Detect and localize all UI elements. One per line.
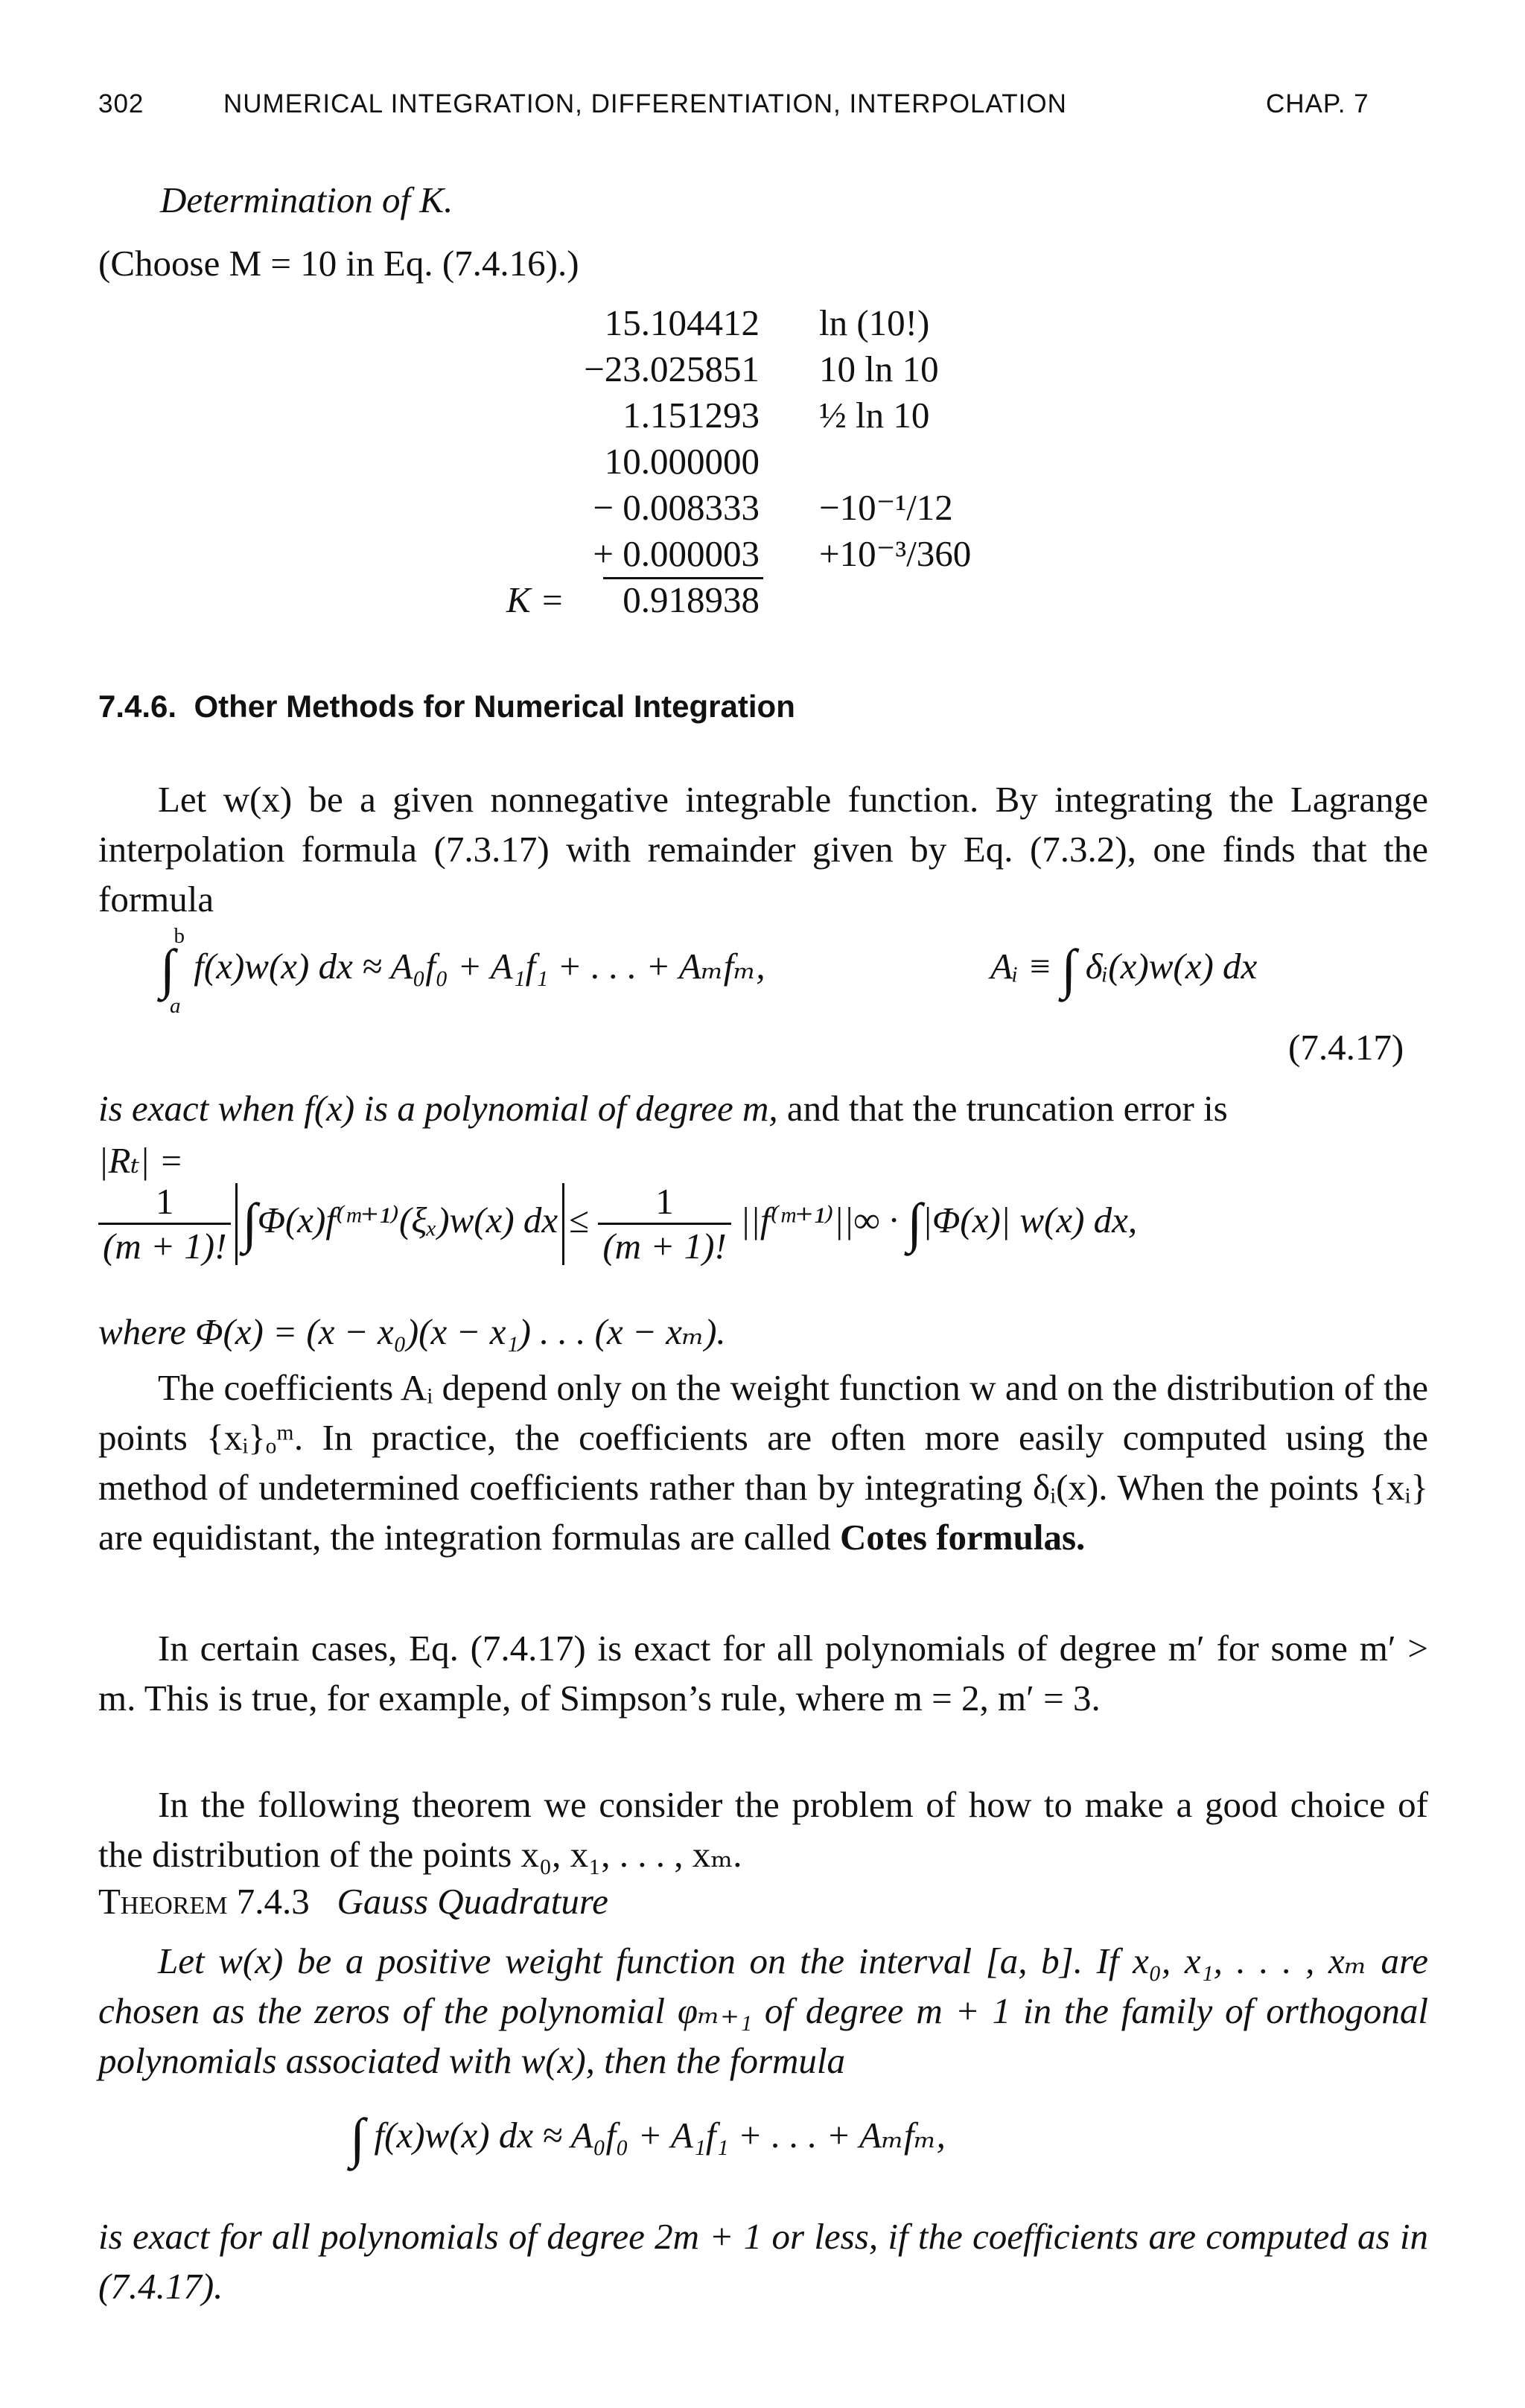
paragraph-intro: Let w(x) be a given nonnegative integrable function. By integrating the Lagrange interpolation formula (7.3.17) with remainder given by Eq. (7.3.2), one finds that the formula [98,779,1428,920]
theorem-label: Theorem 7.4.3 [98,1881,310,1922]
section-number: 7.4.6. [98,689,177,724]
cotes-formulas-term: Cotes formulas. [839,1517,1086,1558]
integral-sign: ∫ [350,2108,366,2169]
det-value-6: + 0.000003 [593,533,760,574]
determination-title: Determination of K. [160,179,453,220]
det-label-2: 10 ln 10 [819,348,939,389]
det-label-6: +10⁻³/360 [819,533,972,574]
error-inequality: $\frac{1}{(m + 1)!}$ ∫Φ(x)f⁽ᵐ⁺¹⁾(ξₓ)w(x) dx ≤ $\frac{1}{(m + 1)!}$ ||f⁽ᵐ⁺¹⁾||∞ · ∫|Φ(x)| w(x) dx, [98,1180,1137,1267]
paragraph-coefficients: The coefficients Aᵢ depend only on the weight function w and on the distribution of the points {xᵢ}ₒᵐ. In practice, the coefficients are often more easily computed using the method of undetermined coefficients rather than by integrating δᵢ(x). When the points {xᵢ} are equidistant, the integration formulas are called Cotes formulas. [98,1367,1428,1558]
choose-note: (Choose M = 10 in Eq. (7.4.16).) [98,243,579,284]
theorem-conclusion: is exact for all polynomials of degree 2m + 1 or less, if the coefficients are computed as in (7.4.17). [98,2216,1428,2307]
upper-limit: b [173,924,185,949]
running-title: NUMERICAL INTEGRATION, DIFFERENTIATION, INTERPOLATION [223,89,1067,118]
integral-sign: ∫ [242,1193,258,1254]
det-label-3: ½ ln 10 [819,395,930,436]
paragraph-simpson: In certain cases, Eq. (7.4.17) is exact for all polynomials of degree m′ for some m′ > m. This is true, for example, of Simpson’s rule, where m = 2, m′ = 3. [98,1628,1428,1719]
lower-limit: a [170,994,181,1018]
det-value-4: 10.000000 [604,441,760,482]
error-fraction: $\frac{1}{(m + 1)!}$ [98,1180,231,1267]
page-number: 302 [98,89,144,118]
exact-sentence: is exact when f(x) is a polynomial of degree m, and that the truncation error is [98,1088,1228,1129]
integral-sign: ∫ [1061,939,1077,1000]
det-label-5: −10⁻¹/12 [819,487,953,528]
truncation-error-label: |Rₜ| = [98,1140,184,1181]
error-fraction-2: $\frac{1}{(m + 1)!}$ [598,1180,730,1267]
eq1-rhs: Aᵢ ≡ ∫ δᵢ(x)w(x) dx [990,939,1258,1000]
determination-table [477,302,1072,674]
section-heading [98,689,795,724]
det-value-2: −23.025851 [584,348,760,389]
det-label-1: ln (10!) [819,302,930,343]
integral-sign: ∫ [160,939,176,1000]
eq1-lhs: f(x)w(x) dx ≈ A₀f₀ + A₁f₁ + . . . + Aₘfₘ, [194,945,765,987]
paragraph-theorem-intro: In the following theorem we consider the problem of how to make a good choice of the distribution of the points x₀, x₁, . . . , xₘ. [98,1784,1428,1875]
where-line: where Φ(x) = (x − x₀)(x − x₁) . . . (x − xₘ). [98,1311,726,1352]
det-value-1: 15.104412 [604,302,760,343]
chapter-label: CHAP. 7 [1266,89,1369,118]
theorem-name: Gauss Quadrature [337,1881,608,1922]
section-title: Other Methods for Numerical Integration [194,689,795,724]
equation-number: (7.4.17) [1288,1027,1404,1068]
equation-7-4-17 [160,924,765,1001]
theorem-heading [98,1880,608,1923]
gauss-formula: ∫ f(x)w(x) dx ≈ A₀f₀ + A₁f₁ + . . . + Aₘfₘ, [350,2108,946,2169]
det-value-5: − 0.008333 [593,487,760,528]
theorem-statement: Let w(x) be a positive weight function on the interval [a, b]. If x₀, x₁, . . . , xₘ are chosen as the zeros of the polynomial φₘ₊₁ of degree m + 1 in the family of orthogonal polynomials associated with w(x), then the formula [98,1940,1428,2081]
k-result-label: K = [506,579,564,620]
det-value-3: 1.151293 [623,395,760,436]
k-result-value: 0.918938 [623,579,760,620]
integral-sign: ∫ [907,1193,923,1254]
